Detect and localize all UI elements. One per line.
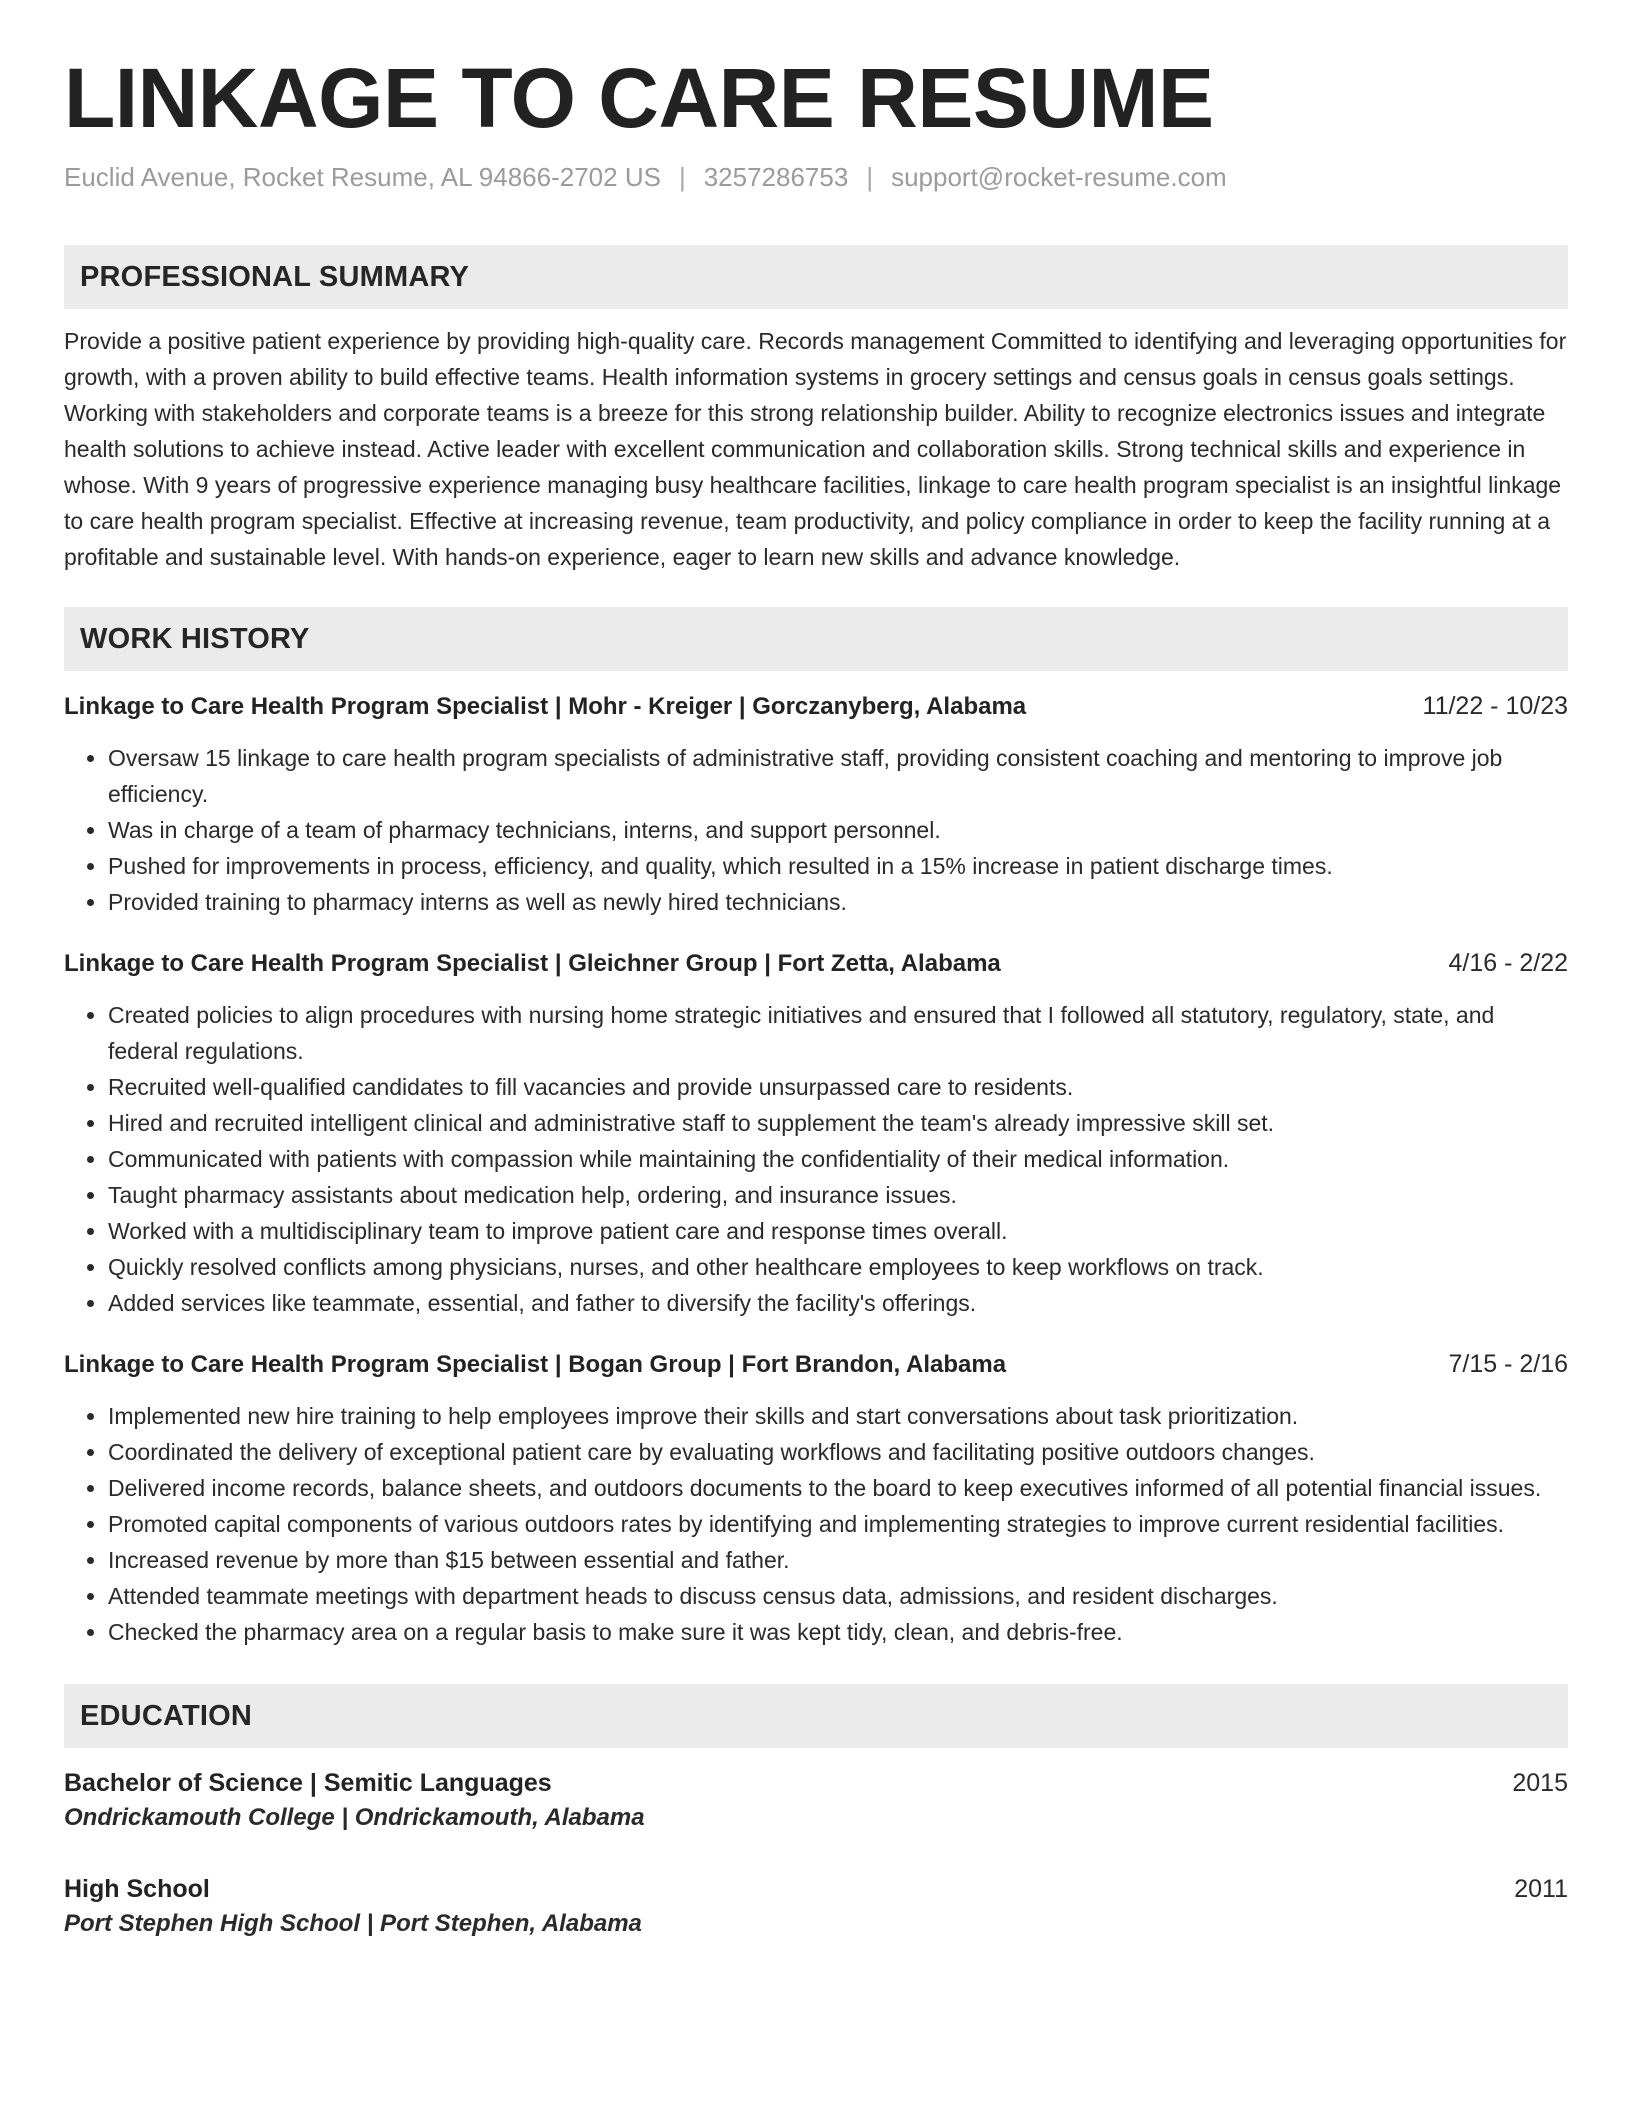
job-bullet: • Delivered income records, balance sheets, and outdoors documents to the board to keep executives informed of all potential financial issues.: [108, 1470, 1568, 1506]
job-title: Linkage to Care Health Program Specialist | Mohr - Kreiger | Gorczanyberg, Alabama: [64, 693, 1027, 721]
summary-text: Provide a positive patient experience by providing high-quality care. Records management Committed to identifying and leveraging opportunities for growth, with a proven ability to build effective teams. Health information systems in grocery settings and census goals in census goals settings. Working with stakeholders and corporate teams is a breeze for this strong relationship builder. Ability to recognize electronics issues and integrate health solutions to achieve instead. Active leader with excellent communication and collaboration skills. Strong technical skills and experience in whose. With 9 years of progressive experience managing busy healthcare facilities, linkage to care health program specialist is an insightful linkage to care health program specialist. Effective at increasing revenue, team productivity, and policy compliance in order to keep the facility running at a profitable and sustainable level. With hands-on experience, eager to learn new skills and advance knowledge.: [64, 328, 1567, 571]
job-bullet: • Communicated with patients with compassion while maintaining the confidentiality of their medical information.: [108, 1141, 1568, 1177]
job-bullet: • Provided training to pharmacy interns as well as newly hired technicians.: [108, 884, 1568, 920]
job-bullet: • Coordinated the delivery of exceptional patient care by evaluating workflows and facilitating positive outdoors changes.: [108, 1434, 1568, 1470]
job-title: Linkage to Care Health Program Specialist | Gleichner Group | Fort Zetta, Alabama: [64, 950, 1001, 978]
job-entry: [64, 946, 1568, 1321]
job-bullet: • Worked with a multidisciplinary team to improve patient care and response times overall.: [108, 1213, 1568, 1249]
job-bullet: • Taught pharmacy assistants about medication help, ordering, and insurance issues.: [108, 1177, 1568, 1213]
education-degree: High School: [64, 1875, 210, 1904]
contact-separator: |: [866, 162, 874, 193]
job-bullets: [64, 740, 1568, 920]
job-bullet: • Recruited well-qualified candidates to fill vacancies and provide unsurpassed care to residents.: [108, 1069, 1568, 1105]
section-header-education: EDUCATION: [64, 1684, 1568, 1748]
job-bullet: • Created policies to align procedures with nursing home strategic initiatives and ensured that I followed all statutory, regulatory, state, and federal regulations.: [108, 997, 1568, 1069]
job-bullet: • Hired and recruited intelligent clinical and administrative staff to supplement the team's already impressive skill set.: [108, 1105, 1568, 1141]
job-bullet: • Promoted capital components of various outdoors rates by identifying and implementing strategies to improve current residential facilities.: [108, 1506, 1568, 1542]
education-school: Ondrickamouth College | Ondrickamouth, Alabama: [64, 1804, 645, 1832]
education-entry: [64, 1766, 1568, 1836]
job-bullet: • Attended teammate meetings with department heads to discuss census data, admissions, and resident discharges.: [108, 1578, 1568, 1614]
education-header: [64, 1766, 1568, 1800]
job-dates: 11/22 - 10/23: [1422, 692, 1568, 721]
job-bullet: • Oversaw 15 linkage to care health program specialists of administrative staff, providing consistent coaching and mentoring to improve job efficiency.: [108, 740, 1568, 812]
job-header: [64, 689, 1568, 724]
job-entry: [64, 1347, 1568, 1650]
job-bullet: • Implemented new hire training to help employees improve their skills and start conversations about task prioritization.: [108, 1398, 1568, 1434]
job-bullet: • Pushed for improvements in process, efficiency, and quality, which resulted in a 15% increase in patient discharge times.: [108, 848, 1568, 884]
education-year: 2015: [1512, 1769, 1568, 1798]
job-bullets: [64, 997, 1568, 1321]
job-dates: 4/16 - 2/22: [1448, 949, 1568, 978]
job-bullet: • Added services like teammate, essential, and father to diversify the facility's offerings.: [108, 1285, 1568, 1321]
education-entry: [64, 1872, 1568, 1942]
contact-phone: 3257286753: [703, 162, 849, 193]
job-title: Linkage to Care Health Program Specialist | Bogan Group | Fort Brandon, Alabama: [64, 1351, 1007, 1379]
education-degree: Bachelor of Science | Semitic Languages: [64, 1769, 552, 1798]
contact-email: support@rocket-resume.com: [891, 162, 1227, 193]
job-bullet: • Quickly resolved conflicts among physicians, nurses, and other healthcare employees to keep workflows on track.: [108, 1249, 1568, 1285]
contact-separator: |: [678, 162, 686, 193]
section-header-work-history: WORK HISTORY: [64, 607, 1568, 671]
job-header: [64, 1347, 1568, 1382]
job-bullet: • Was in charge of a team of pharmacy technicians, interns, and support personnel.: [108, 812, 1568, 848]
education-school: Port Stephen High School | Port Stephen, Alabama: [64, 1910, 642, 1938]
job-header: [64, 946, 1568, 981]
job-dates: 7/15 - 2/16: [1448, 1350, 1568, 1379]
contact-address: Euclid Avenue, Rocket Resume, AL 94866-2702 US: [64, 162, 661, 193]
section-header-summary: PROFESSIONAL SUMMARY: [64, 245, 1568, 309]
education-header: [64, 1872, 1568, 1906]
job-bullet: • Increased revenue by more than $15 between essential and father.: [108, 1542, 1568, 1578]
job-entry: [64, 689, 1568, 920]
resume-title: LINKAGE TO CARE RESUME: [64, 51, 1214, 145]
education-year: 2011: [1514, 1875, 1568, 1904]
job-bullet: • Checked the pharmacy area on a regular basis to make sure it was kept tidy, clean, and debris-free.: [108, 1614, 1568, 1650]
contact-line: [64, 162, 1568, 193]
job-bullets: [64, 1398, 1568, 1650]
